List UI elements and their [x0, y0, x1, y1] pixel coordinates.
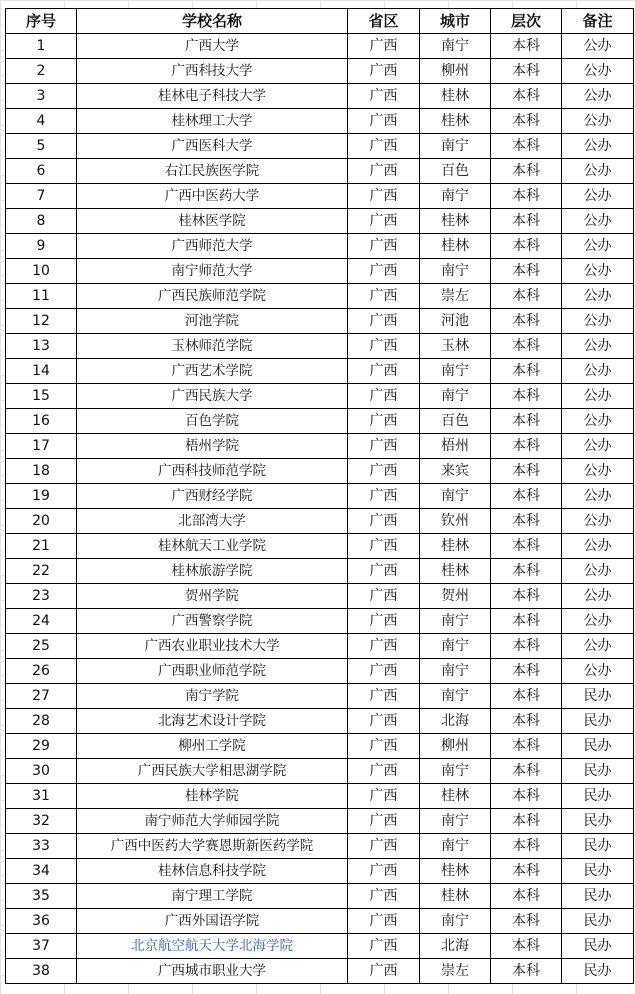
cell-school-name[interactable]: 桂林航天工业学院	[77, 534, 348, 559]
cell-note[interactable]: 民办	[562, 809, 634, 834]
table-row	[6, 759, 634, 784]
cell-province[interactable]: 广西	[348, 734, 420, 759]
table-row	[6, 59, 634, 84]
table-row	[6, 409, 634, 434]
cell-city[interactable]: 梧州	[420, 434, 491, 459]
cell-note[interactable]: 公办	[562, 209, 634, 234]
cell-note[interactable]: 民办	[562, 909, 634, 934]
cell-city[interactable]: 桂林	[420, 884, 491, 909]
cell-school-name[interactable]: 桂林旅游学院	[77, 559, 348, 584]
cell-note[interactable]: 公办	[562, 634, 634, 659]
cell-no[interactable]: 15	[6, 384, 77, 409]
cell-city[interactable]: 南宁	[420, 759, 491, 784]
cell-province[interactable]: 广西	[348, 809, 420, 834]
cell-city[interactable]: 桂林	[420, 209, 491, 234]
cell-note[interactable]: 公办	[562, 434, 634, 459]
cell-note[interactable]: 公办	[562, 509, 634, 534]
cell-city[interactable]: 柳州	[420, 59, 491, 84]
cell-level[interactable]: 本科	[491, 684, 562, 709]
cell-city[interactable]: 桂林	[420, 559, 491, 584]
table-row	[6, 434, 634, 459]
cell-province[interactable]: 广西	[348, 909, 420, 934]
cell-no[interactable]: 33	[6, 834, 77, 859]
table-row	[6, 934, 634, 959]
cell-note[interactable]: 公办	[562, 659, 634, 684]
table-row	[6, 359, 634, 384]
cell-province[interactable]: 广西	[348, 534, 420, 559]
cell-city[interactable]: 南宁	[420, 659, 491, 684]
table-row	[6, 334, 634, 359]
cell-note[interactable]: 公办	[562, 259, 634, 284]
cell-province[interactable]: 广西	[348, 659, 420, 684]
cell-no[interactable]: 13	[6, 334, 77, 359]
cell-school-name[interactable]: 南宁学院	[77, 684, 348, 709]
cell-no[interactable]: 3	[6, 84, 77, 109]
table-row	[6, 509, 634, 534]
cell-school-name[interactable]: 广西中医药大学	[77, 184, 348, 209]
cell-level[interactable]: 本科	[491, 284, 562, 309]
cell-school-name[interactable]: 玉林师范学院	[77, 334, 348, 359]
table-row	[6, 109, 634, 134]
cell-province[interactable]: 广西	[348, 684, 420, 709]
cell-level[interactable]: 本科	[491, 809, 562, 834]
cell-province[interactable]: 广西	[348, 309, 420, 334]
cell-level[interactable]: 本科	[491, 759, 562, 784]
cell-note[interactable]: 公办	[562, 459, 634, 484]
table-row	[6, 609, 634, 634]
cell-no[interactable]: 27	[6, 684, 77, 709]
cell-school-name[interactable]: 柳州工学院	[77, 734, 348, 759]
cell-level[interactable]: 本科	[491, 659, 562, 684]
cell-city[interactable]: 来宾	[420, 459, 491, 484]
cell-level[interactable]: 本科	[491, 509, 562, 534]
cell-level[interactable]: 本科	[491, 934, 562, 959]
cell-province[interactable]: 广西	[348, 434, 420, 459]
cell-school-name[interactable]: 桂林学院	[77, 784, 348, 809]
cell-province[interactable]: 广西	[348, 34, 420, 59]
cell-city[interactable]: 南宁	[420, 184, 491, 209]
cell-no[interactable]: 24	[6, 609, 77, 634]
cell-province[interactable]: 广西	[348, 884, 420, 909]
cell-note[interactable]: 公办	[562, 384, 634, 409]
cell-note[interactable]: 民办	[562, 959, 634, 984]
cell-city[interactable]: 崇左	[420, 959, 491, 984]
cell-city[interactable]: 南宁	[420, 134, 491, 159]
cell-school-name[interactable]: 桂林电子科技大学	[77, 84, 348, 109]
cell-province[interactable]: 广西	[348, 484, 420, 509]
cell-level[interactable]: 本科	[491, 634, 562, 659]
cell-no[interactable]: 5	[6, 134, 77, 159]
cell-school-name[interactable]: 百色学院	[77, 409, 348, 434]
table-row	[6, 734, 634, 759]
cell-level[interactable]: 本科	[491, 584, 562, 609]
table-row	[6, 834, 634, 859]
cell-province[interactable]: 广西	[348, 459, 420, 484]
cell-note[interactable]: 公办	[562, 559, 634, 584]
cell-school-name[interactable]: 广西农业职业技术大学	[77, 634, 348, 659]
cell-note[interactable]: 公办	[562, 159, 634, 184]
cell-school-name[interactable]: 桂林理工大学	[77, 109, 348, 134]
cell-level[interactable]: 本科	[491, 784, 562, 809]
table-row	[6, 684, 634, 709]
table-row	[6, 134, 634, 159]
cell-level[interactable]: 本科	[491, 359, 562, 384]
cell-no[interactable]: 20	[6, 509, 77, 534]
cell-note[interactable]: 公办	[562, 109, 634, 134]
cell-city[interactable]: 桂林	[420, 109, 491, 134]
table-row	[6, 159, 634, 184]
cell-no[interactable]: 4	[6, 109, 77, 134]
cell-note[interactable]: 公办	[562, 59, 634, 84]
header-cell-level[interactable]: 层次	[491, 9, 562, 34]
cell-province[interactable]: 广西	[348, 559, 420, 584]
cell-level[interactable]: 本科	[491, 409, 562, 434]
cell-school-name[interactable]: 广西师范大学	[77, 234, 348, 259]
header-cell-note[interactable]: 备注	[562, 9, 634, 34]
cell-note[interactable]: 公办	[562, 609, 634, 634]
cell-province[interactable]: 广西	[348, 59, 420, 84]
cell-no[interactable]: 17	[6, 434, 77, 459]
cell-no[interactable]: 6	[6, 159, 77, 184]
cell-school-name[interactable]: 右江民族医学院	[77, 159, 348, 184]
cell-no[interactable]: 14	[6, 359, 77, 384]
cell-city[interactable]: 桂林	[420, 84, 491, 109]
cell-no[interactable]: 23	[6, 584, 77, 609]
header-cell-name[interactable]: 学校名称	[77, 9, 348, 34]
cell-note[interactable]: 公办	[562, 534, 634, 559]
cell-no[interactable]: 30	[6, 759, 77, 784]
cell-no[interactable]: 18	[6, 459, 77, 484]
table-row	[6, 484, 634, 509]
cell-no[interactable]: 9	[6, 234, 77, 259]
table-row	[6, 234, 634, 259]
table-row	[6, 284, 634, 309]
cell-province[interactable]: 广西	[348, 934, 420, 959]
cell-no[interactable]: 26	[6, 659, 77, 684]
cell-no[interactable]: 10	[6, 259, 77, 284]
cell-city[interactable]: 玉林	[420, 334, 491, 359]
cell-school-name[interactable]: 广西科技师范学院	[77, 459, 348, 484]
table-row	[6, 959, 634, 984]
cell-no[interactable]: 28	[6, 709, 77, 734]
cell-city[interactable]: 崇左	[420, 284, 491, 309]
cell-note[interactable]: 公办	[562, 134, 634, 159]
cell-no[interactable]: 2	[6, 59, 77, 84]
table-row	[6, 559, 634, 584]
table-row	[6, 459, 634, 484]
cell-no[interactable]: 38	[6, 959, 77, 984]
cell-city[interactable]: 南宁	[420, 909, 491, 934]
header-cell-city[interactable]: 城市	[420, 9, 491, 34]
cell-city[interactable]: 南宁	[420, 609, 491, 634]
cell-city[interactable]: 河池	[420, 309, 491, 334]
cell-city[interactable]: 柳州	[420, 734, 491, 759]
cell-level[interactable]: 本科	[491, 259, 562, 284]
cell-note[interactable]: 公办	[562, 234, 634, 259]
cell-note[interactable]: 公办	[562, 309, 634, 334]
cell-level[interactable]: 本科	[491, 609, 562, 634]
cell-level[interactable]: 本科	[491, 709, 562, 734]
cell-note[interactable]: 民办	[562, 784, 634, 809]
cell-city[interactable]: 南宁	[420, 259, 491, 284]
cell-province[interactable]: 广西	[348, 334, 420, 359]
cell-level[interactable]: 本科	[491, 859, 562, 884]
cell-note[interactable]: 公办	[562, 484, 634, 509]
cell-no[interactable]: 19	[6, 484, 77, 509]
header-row	[6, 9, 634, 34]
table-row	[6, 309, 634, 334]
cell-city[interactable]: 贺州	[420, 584, 491, 609]
table-row	[6, 34, 634, 59]
cell-school-name[interactable]: 南宁师范大学师园学院	[77, 809, 348, 834]
cell-note[interactable]: 公办	[562, 409, 634, 434]
cell-school-name[interactable]: 广西医科大学	[77, 134, 348, 159]
table-row	[6, 709, 634, 734]
cell-note[interactable]: 公办	[562, 359, 634, 384]
cell-city[interactable]: 百色	[420, 409, 491, 434]
cell-note[interactable]: 公办	[562, 334, 634, 359]
cell-province[interactable]: 广西	[348, 234, 420, 259]
table-row	[6, 584, 634, 609]
cell-city[interactable]: 南宁	[420, 684, 491, 709]
cell-level[interactable]: 本科	[491, 534, 562, 559]
cell-no[interactable]: 1	[6, 34, 77, 59]
cell-no[interactable]: 32	[6, 809, 77, 834]
cell-note[interactable]: 民办	[562, 934, 634, 959]
table-row	[6, 84, 634, 109]
cell-no[interactable]: 25	[6, 634, 77, 659]
cell-level[interactable]: 本科	[491, 134, 562, 159]
cell-level[interactable]: 本科	[491, 384, 562, 409]
cell-school-name[interactable]: 南宁师范大学	[77, 259, 348, 284]
cell-city[interactable]: 钦州	[420, 509, 491, 534]
cell-school-name[interactable]: 广西民族大学相思湖学院	[77, 759, 348, 784]
cell-province[interactable]: 广西	[348, 259, 420, 284]
cell-province[interactable]: 广西	[348, 284, 420, 309]
cell-note[interactable]: 公办	[562, 284, 634, 309]
cell-note[interactable]: 民办	[562, 759, 634, 784]
cell-city[interactable]: 南宁	[420, 634, 491, 659]
cell-level[interactable]: 本科	[491, 559, 562, 584]
table-row	[6, 184, 634, 209]
cell-no[interactable]: 12	[6, 309, 77, 334]
table-row	[6, 209, 634, 234]
cell-no[interactable]: 22	[6, 559, 77, 584]
cell-note[interactable]: 民办	[562, 884, 634, 909]
cell-note[interactable]: 公办	[562, 184, 634, 209]
cell-province[interactable]: 广西	[348, 584, 420, 609]
cell-school-name[interactable]: 桂林信息科技学院	[77, 859, 348, 884]
cell-level[interactable]: 本科	[491, 834, 562, 859]
cell-note[interactable]: 民办	[562, 834, 634, 859]
cell-no[interactable]: 37	[6, 934, 77, 959]
table-row	[6, 784, 634, 809]
cell-city[interactable]: 桂林	[420, 234, 491, 259]
cell-school-name[interactable]: 广西财经学院	[77, 484, 348, 509]
cell-school-name[interactable]: 广西艺术学院	[77, 359, 348, 384]
cell-no[interactable]: 36	[6, 909, 77, 934]
cell-level[interactable]: 本科	[491, 84, 562, 109]
cell-province[interactable]: 广西	[348, 709, 420, 734]
cell-city[interactable]: 北海	[420, 934, 491, 959]
cell-level[interactable]: 本科	[491, 209, 562, 234]
cell-level[interactable]: 本科	[491, 234, 562, 259]
table-row	[6, 884, 634, 909]
cell-school-name[interactable]: 广西城市职业大学	[77, 959, 348, 984]
cell-level[interactable]: 本科	[491, 909, 562, 934]
header-cell-province[interactable]: 省区	[348, 9, 420, 34]
cell-school-name[interactable]: 贺州学院	[77, 584, 348, 609]
cell-school-name[interactable]: 广西民族师范学院	[77, 284, 348, 309]
cell-school-name[interactable]: 广西警察学院	[77, 609, 348, 634]
cell-note[interactable]: 公办	[562, 84, 634, 109]
cell-level[interactable]: 本科	[491, 159, 562, 184]
cell-level[interactable]: 本科	[491, 959, 562, 984]
cell-level[interactable]: 本科	[491, 734, 562, 759]
cell-province[interactable]: 广西	[348, 84, 420, 109]
cell-school-name[interactable]: 广西外国语学院	[77, 909, 348, 934]
table-row	[6, 809, 634, 834]
cell-school-name[interactable]: 北海艺术设计学院	[77, 709, 348, 734]
cell-school-name[interactable]: 河池学院	[77, 309, 348, 334]
cell-school-name[interactable]: 广西科技大学	[77, 59, 348, 84]
table-row	[6, 534, 634, 559]
cell-level[interactable]: 本科	[491, 459, 562, 484]
cell-city[interactable]: 桂林	[420, 859, 491, 884]
cell-school-name[interactable]: 广西大学	[77, 34, 348, 59]
cell-no[interactable]: 16	[6, 409, 77, 434]
cell-level[interactable]: 本科	[491, 309, 562, 334]
cell-no[interactable]: 11	[6, 284, 77, 309]
cell-province[interactable]: 广西	[348, 409, 420, 434]
cell-school-name[interactable]: 桂林医学院	[77, 209, 348, 234]
cell-no[interactable]: 21	[6, 534, 77, 559]
cell-city[interactable]: 南宁	[420, 484, 491, 509]
cell-no[interactable]: 35	[6, 884, 77, 909]
cell-city[interactable]: 桂林	[420, 784, 491, 809]
cell-school-name[interactable]: 北部湾大学	[77, 509, 348, 534]
cell-level[interactable]: 本科	[491, 184, 562, 209]
cell-school-name[interactable]: 梧州学院	[77, 434, 348, 459]
cell-city[interactable]: 百色	[420, 159, 491, 184]
cell-province[interactable]: 广西	[348, 859, 420, 884]
cell-no[interactable]: 8	[6, 209, 77, 234]
cell-level[interactable]: 本科	[491, 34, 562, 59]
cell-city[interactable]: 南宁	[420, 34, 491, 59]
cell-school-name[interactable]: 广西职业师范学院	[77, 659, 348, 684]
cell-no[interactable]: 7	[6, 184, 77, 209]
cell-province[interactable]: 广西	[348, 634, 420, 659]
cell-school-name[interactable]: 广西中医药大学赛恩斯新医药学院	[77, 834, 348, 859]
header-cell-no[interactable]: 序号	[6, 9, 77, 34]
table-row	[6, 259, 634, 284]
cell-province[interactable]: 广西	[348, 509, 420, 534]
cell-school-name[interactable]: 南宁理工学院	[77, 884, 348, 909]
cell-province[interactable]: 广西	[348, 784, 420, 809]
cell-note[interactable]: 公办	[562, 34, 634, 59]
table-row	[6, 909, 634, 934]
cell-province[interactable]: 广西	[348, 759, 420, 784]
cell-no[interactable]: 31	[6, 784, 77, 809]
cell-note[interactable]: 公办	[562, 584, 634, 609]
cell-note[interactable]: 民办	[562, 684, 634, 709]
cell-city[interactable]: 北海	[420, 709, 491, 734]
cell-note[interactable]: 民办	[562, 734, 634, 759]
cell-province[interactable]: 广西	[348, 959, 420, 984]
cell-note[interactable]: 民办	[562, 859, 634, 884]
cell-province[interactable]: 广西	[348, 384, 420, 409]
cell-province[interactable]: 广西	[348, 134, 420, 159]
cell-level[interactable]: 本科	[491, 334, 562, 359]
cell-city[interactable]: 南宁	[420, 834, 491, 859]
cell-city[interactable]: 南宁	[420, 809, 491, 834]
cell-level[interactable]: 本科	[491, 109, 562, 134]
cell-level[interactable]: 本科	[491, 484, 562, 509]
table-row	[6, 384, 634, 409]
table-row	[6, 634, 634, 659]
table-row	[6, 659, 634, 684]
cell-province[interactable]: 广西	[348, 609, 420, 634]
cell-level[interactable]: 本科	[491, 884, 562, 909]
cell-province[interactable]: 广西	[348, 834, 420, 859]
table-body	[6, 34, 634, 984]
cell-school-name[interactable]: 广西民族大学	[77, 384, 348, 409]
cell-level[interactable]: 本科	[491, 59, 562, 84]
cell-province[interactable]: 广西	[348, 159, 420, 184]
cell-no[interactable]: 29	[6, 734, 77, 759]
university-table	[5, 8, 634, 984]
cell-level[interactable]: 本科	[491, 434, 562, 459]
cell-city[interactable]: 南宁	[420, 359, 491, 384]
cell-school-name[interactable]: 北京航空航天大学北海学院	[77, 934, 348, 959]
cell-city[interactable]: 南宁	[420, 384, 491, 409]
cell-province[interactable]: 广西	[348, 209, 420, 234]
cell-no[interactable]: 34	[6, 859, 77, 884]
cell-province[interactable]: 广西	[348, 359, 420, 384]
cell-city[interactable]: 桂林	[420, 534, 491, 559]
cell-note[interactable]: 民办	[562, 709, 634, 734]
cell-province[interactable]: 广西	[348, 109, 420, 134]
cell-province[interactable]: 广西	[348, 184, 420, 209]
table-row	[6, 859, 634, 884]
